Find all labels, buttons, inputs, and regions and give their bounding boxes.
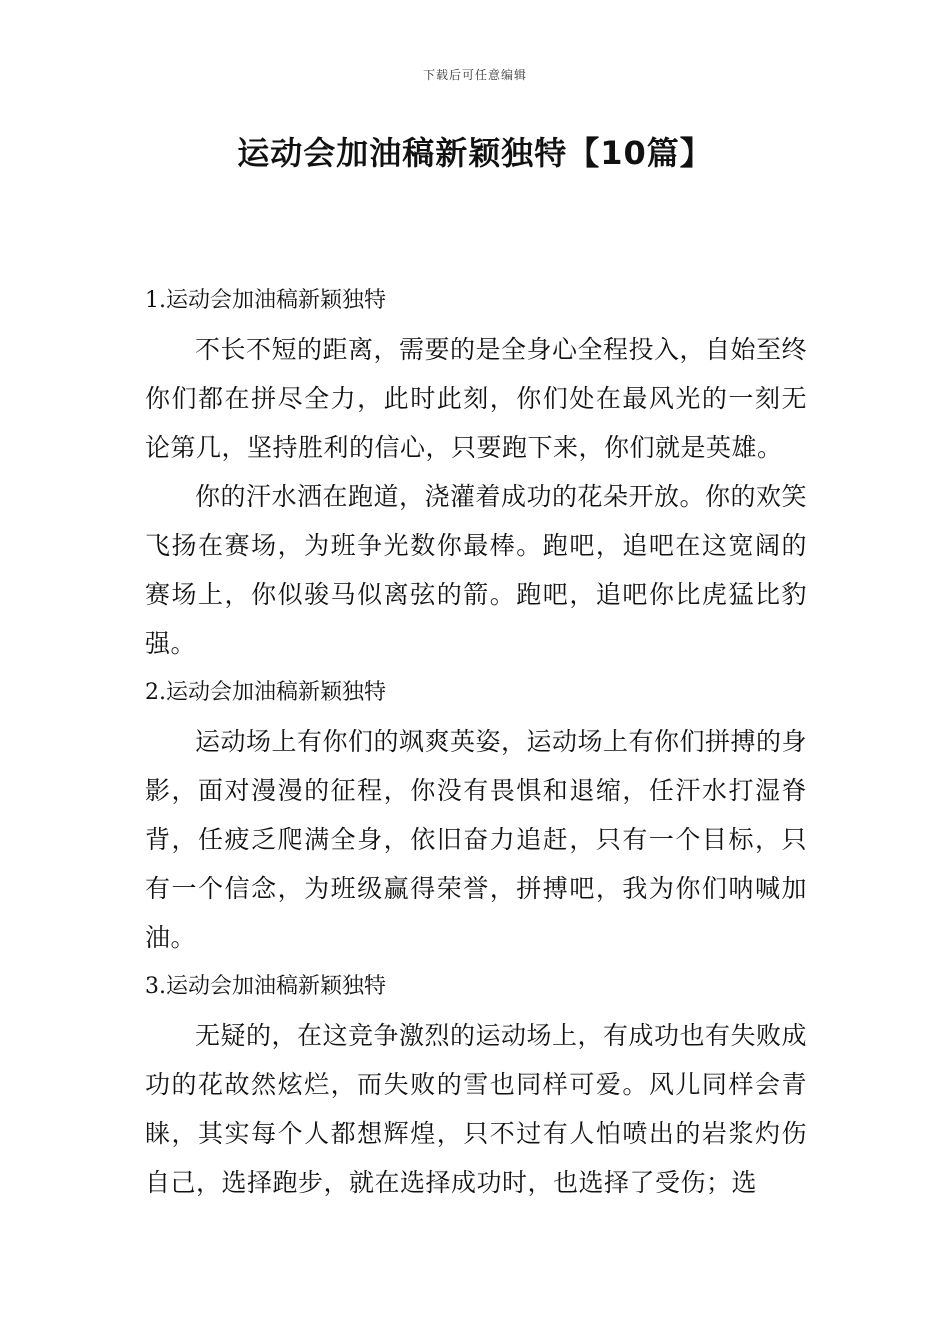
section-1 [145,276,807,668]
section-3 [145,962,807,1207]
document-body [145,276,807,1207]
section-heading: 2.运动会加油稿新颖独特 [145,680,386,705]
section-2 [145,668,807,962]
body-paragraph: 无疑的，在这竞争激烈的运动场上，有成功也有失败成功的花故然炫烂，而失败的雪也同样可爱。风儿同样会青睐，其实每个人都想辉煌，只不过有人怕喷出的岩浆灼伤自己，选择跑步，就在选择成功时，也选择了受伤；选 [145,1021,808,1197]
section-heading: 3.运动会加油稿新颖独特 [145,974,386,999]
body-paragraph: 运动场上有你们的飒爽英姿，运动场上有你们拼搏的身影，面对漫漫的征程，你没有畏惧和退缩，任汗水打湿脊背，任疲乏爬满全身，依旧奋力追赶，只有一个目标，只有一个信念，为班级赢得荣誉，拼搏吧，我为你们呐喊加油。 [145,727,808,952]
body-paragraph: 你的汗水洒在跑道，浇灌着成功的花朵开放。你的欢笑飞扬在赛场，为班争光数你最棒。跑吧，追吧在这宽阔的赛场上，你似骏马似离弦的箭。跑吧，追吧你比虎猛比豹强。 [145,482,808,658]
document-title: 运动会加油稿新颖独特【10篇】 [237,134,713,172]
section-heading: 1.运动会加油稿新颖独特 [145,288,386,313]
body-paragraph: 不长不短的距离，需要的是全身心全程投入，自始至终你们都在拼尽全力，此时此刻，你们处在最风光的一刻无论第几，坚持胜利的信心，只要跑下来，你们就是英雄。 [145,335,808,462]
header-note: 下载后可任意编辑 [422,68,527,82]
